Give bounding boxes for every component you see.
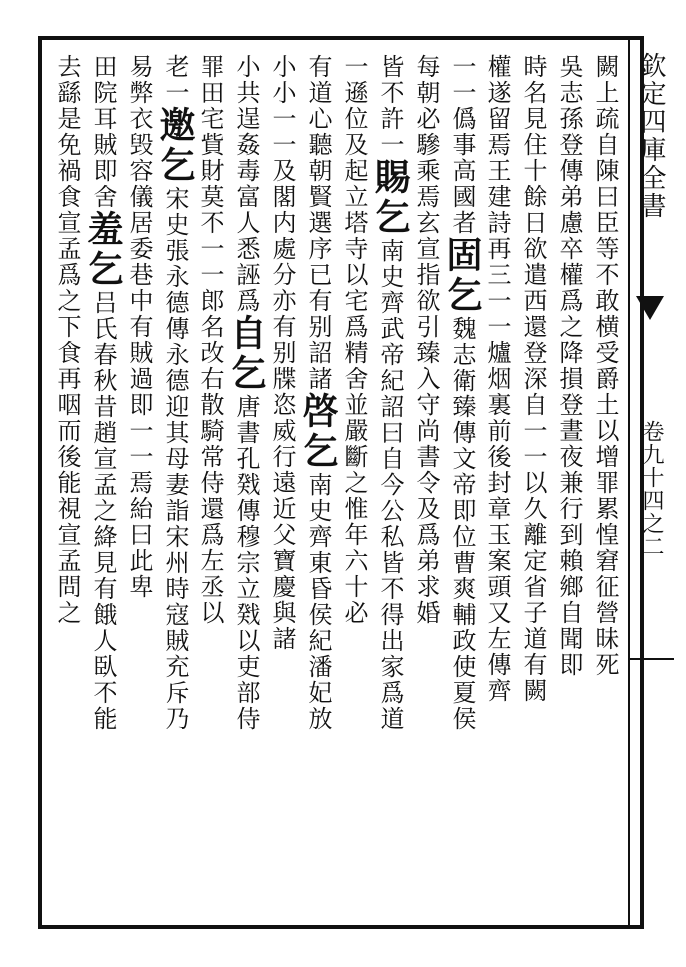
margin-divider bbox=[628, 658, 674, 660]
text-column bbox=[480, 54, 514, 914]
column-text: 吳志孫登傳弟慮卒權爲之降損登晝夜兼行到賴鄉自聞即 bbox=[555, 54, 583, 678]
column-text: 玄宣指欲引臻入守尚書令及爲弟求婚 bbox=[412, 210, 440, 626]
column-text: 權遂留焉王建詩再三一一爐烟裏前後封章玉案頭又左傳齊 bbox=[483, 54, 511, 704]
column-text: 南史齊東昏侯紀潘妃放 bbox=[304, 472, 332, 732]
column-text: 田院耳賊即舍 bbox=[89, 54, 117, 210]
book-title: 欽定四庫全書 bbox=[636, 52, 666, 220]
entry-heading: 賜乞 bbox=[369, 158, 411, 238]
fishtail-mark-icon bbox=[636, 296, 664, 320]
juan-label: 卷九十四之二 bbox=[639, 420, 664, 558]
entry-heading: 固乞 bbox=[441, 236, 483, 316]
text-column bbox=[552, 54, 586, 914]
column-text: 吕氏春秋昔趙宣孟之絳見有餓人臥不能 bbox=[89, 290, 117, 732]
entry-heading: 啓乞 bbox=[297, 392, 339, 472]
column-text: 時名見住十餘日欲遣西還登深自一一以久離定省子道有闕 bbox=[519, 54, 547, 704]
text-column bbox=[588, 54, 622, 914]
column-text: 一遜位 bbox=[340, 54, 368, 132]
column-text: 郎名改右散騎常侍還爲左丞以 bbox=[196, 288, 224, 626]
column-text: 去繇是免禍 bbox=[53, 54, 81, 184]
column-text: 小共逞姦毒富人悉誣爲 bbox=[232, 54, 260, 314]
column-text: 有道心聽朝賢選序已有别詔諸 bbox=[304, 54, 332, 392]
column-text: 每朝必驂乘焉 bbox=[412, 54, 440, 210]
text-column bbox=[441, 54, 483, 914]
column-text: 唐書孔戣傳穆宗立戣以吏部侍 bbox=[232, 394, 260, 732]
column-text: 恣威行遠近父寶慶與諸 bbox=[268, 392, 296, 652]
column-text: 南史齊武帝紀詔曰自今公私皆不得出家爲道 bbox=[376, 238, 404, 732]
text-column bbox=[516, 54, 550, 914]
column-text: 皆不許一 bbox=[376, 54, 404, 158]
text-column bbox=[297, 54, 339, 914]
entry-heading: 自乞 bbox=[225, 314, 267, 394]
text-column bbox=[225, 54, 267, 914]
column-text: 小小一一及閣内處分亦有别牒 bbox=[268, 54, 296, 392]
text-column bbox=[50, 54, 84, 914]
text-column bbox=[337, 54, 371, 914]
column-text: 一一僞事高國者 bbox=[448, 54, 476, 236]
text-column bbox=[369, 54, 411, 914]
column-text: 闕上疏自陳曰臣等不敢横受爵土以增罪累惶窘征營昧死 bbox=[591, 54, 619, 678]
column-text: 罪田宅貲財莫不一一 bbox=[196, 54, 224, 288]
column-text: 易弊衣毁容儀居委巷中有賊過即一一焉紿曰此卑 bbox=[125, 54, 153, 600]
column-text: 魏志衛臻傳文帝即位曹爽輔政使夏侯 bbox=[448, 316, 476, 732]
column-text: 及起立塔寺以宅爲精舍並嚴斷之惟年六十必 bbox=[340, 132, 368, 626]
text-column bbox=[122, 54, 156, 914]
entry-heading: 羞乞 bbox=[82, 210, 124, 290]
entry-heading: 邀乞 bbox=[154, 106, 196, 186]
text-column bbox=[154, 54, 196, 914]
column-text: 食宣孟爲之下食再咽而後能視宣孟問之 bbox=[53, 184, 81, 626]
text-column bbox=[409, 54, 443, 914]
column-text: 宋史張永德傳永德迎其母妻詣宋州時寇賊充斥乃 bbox=[161, 186, 189, 732]
text-column bbox=[82, 54, 124, 914]
column-text: 老一 bbox=[161, 54, 189, 106]
text-column bbox=[193, 54, 227, 914]
text-column bbox=[265, 54, 299, 914]
